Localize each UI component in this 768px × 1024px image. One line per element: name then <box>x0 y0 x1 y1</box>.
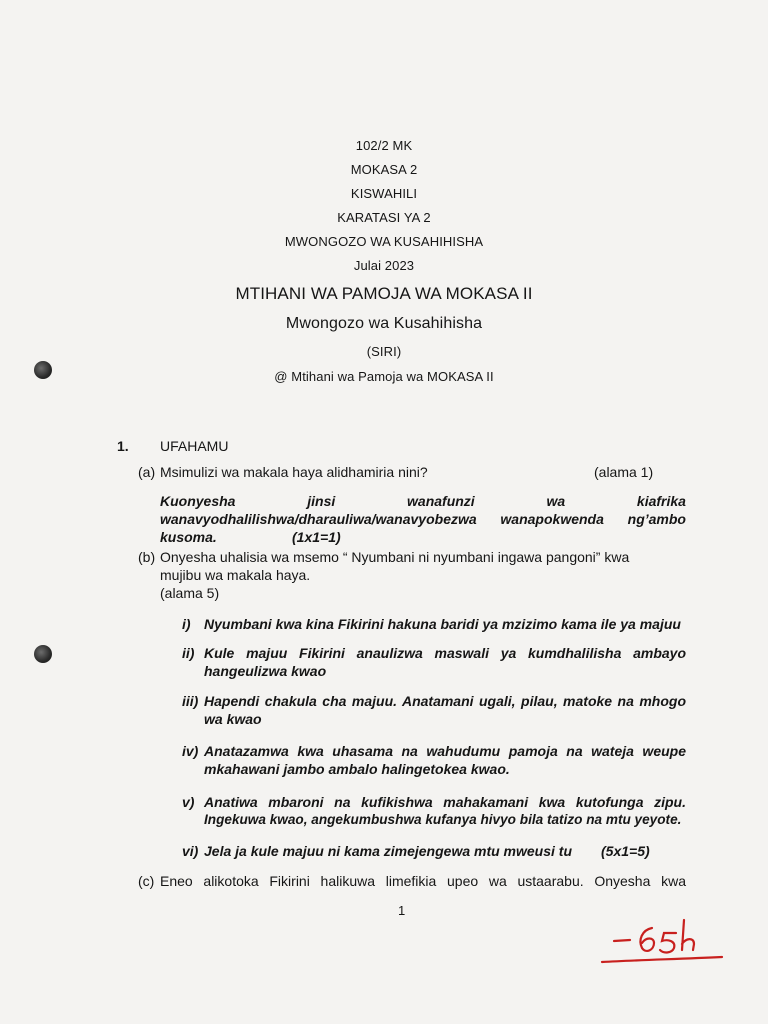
question-a-label: (a) <box>138 464 156 480</box>
answer-b-line: Nyumbani kwa kina Fikirini hakuna baridi ya mzizimo kama ile ya majuu <box>204 616 681 632</box>
header-code: 102/2 MK <box>355 138 413 153</box>
answer-b-line: wa kwao <box>204 711 262 727</box>
page-number: 1 <box>398 903 406 918</box>
question-c-text: Eneo alikotoka Fikirini halikuwa limefikia upeo wa ustaarabu. Onyesha kwa <box>160 873 686 889</box>
header-date: Julai 2023 <box>353 258 415 273</box>
answer-b-num: vi) <box>182 843 199 859</box>
answer-b-num: iv) <box>182 743 199 759</box>
answer-a-marks: (1x1=1) <box>292 529 341 545</box>
answer-a-word: jinsi <box>307 493 336 509</box>
answer-b-num: v) <box>182 794 195 810</box>
answer-a-line3: kusoma. <box>160 529 217 545</box>
answer-a-line1 <box>160 492 686 510</box>
answer-b-num: ii) <box>182 645 195 661</box>
copyright-line: @ Mtihani wa Pamoja wa MOKASA II <box>274 369 494 384</box>
answer-b-num: i) <box>182 616 191 632</box>
answer-a-word: wanavyodhalilishwa/dharauliwa/wanavyobezwa <box>160 511 477 527</box>
question-c-label: (c) <box>138 873 155 889</box>
answer-a-word: wanafunzi <box>407 493 475 509</box>
answer-b-total-marks: (5x1=5) <box>601 843 650 859</box>
answer-b-line: Anatiwa mbaroni na kufikishwa mahakamani kwa kutofunga zipu. <box>204 794 686 810</box>
question-b-label: (b) <box>138 549 156 565</box>
document-title: MTIHANI WA PAMOJA WA MOKASA II <box>235 284 533 303</box>
answer-a-word: kiafrika <box>636 493 686 509</box>
answer-a-line2 <box>160 510 686 528</box>
question-a-text: Msimulizi wa makala haya alidhamiria nini? <box>160 464 428 480</box>
question-b-text-line2: mujibu wa makala haya. <box>160 567 311 583</box>
header-paper: KARATASI YA 2 <box>337 210 431 225</box>
answer-b-line: Jela ja kule majuu ni kama zimejengewa mtu mweusi tu <box>204 843 573 859</box>
section-number: 1. <box>117 438 129 454</box>
answer-a-word: wanapokwenda <box>500 511 604 527</box>
header-subject: KISWAHILI <box>350 186 418 201</box>
question-b-text-line1: Onyesha uhalisia wa msemo “ Nyumbani ni nyumbani ingawa pangoni” kwa <box>160 549 630 565</box>
answer-b-line: Ingekuwa kwao, angekumbushwa kufanya hivyo bila tatizo na mtu yeyote. <box>204 812 682 827</box>
confidential-label: (SIRI) <box>366 344 402 359</box>
handwritten-score-annotation <box>600 912 730 972</box>
answer-b-line: Hapendi chakula cha majuu. Anatamani ugali, pilau, matoke na mhogo <box>204 693 686 709</box>
answer-b-num: iii) <box>182 693 199 709</box>
answer-a-word: ng’ambo <box>627 511 686 527</box>
answer-b-line: hangeulizwa kwao <box>204 663 327 679</box>
answer-b-line: Anatazamwa kwa uhasama na wahudumu pamoja na wateja weupe <box>204 743 686 759</box>
punch-hole-bottom <box>34 645 52 663</box>
answer-a-word: Kuonyesha <box>160 493 236 509</box>
question-a-marks: (alama 1) <box>594 464 654 480</box>
section-name: UFAHAMU <box>160 438 229 454</box>
answer-b-line: Kule majuu Fikirini anaulizwa maswali ya kumdhalilisha ambayo <box>204 645 686 661</box>
header-exam: MOKASA 2 <box>350 162 418 177</box>
question-b-marks: (alama 5) <box>160 585 220 601</box>
answer-b-line: mkahawani jambo ambalo halingetokea kwao. <box>204 761 510 777</box>
header-guide: MWONGOZO WA KUSAHIHISHA <box>284 234 484 249</box>
document-subtitle: Mwongozo wa Kusahihisha <box>285 315 483 332</box>
answer-a-word: wa <box>546 493 566 509</box>
